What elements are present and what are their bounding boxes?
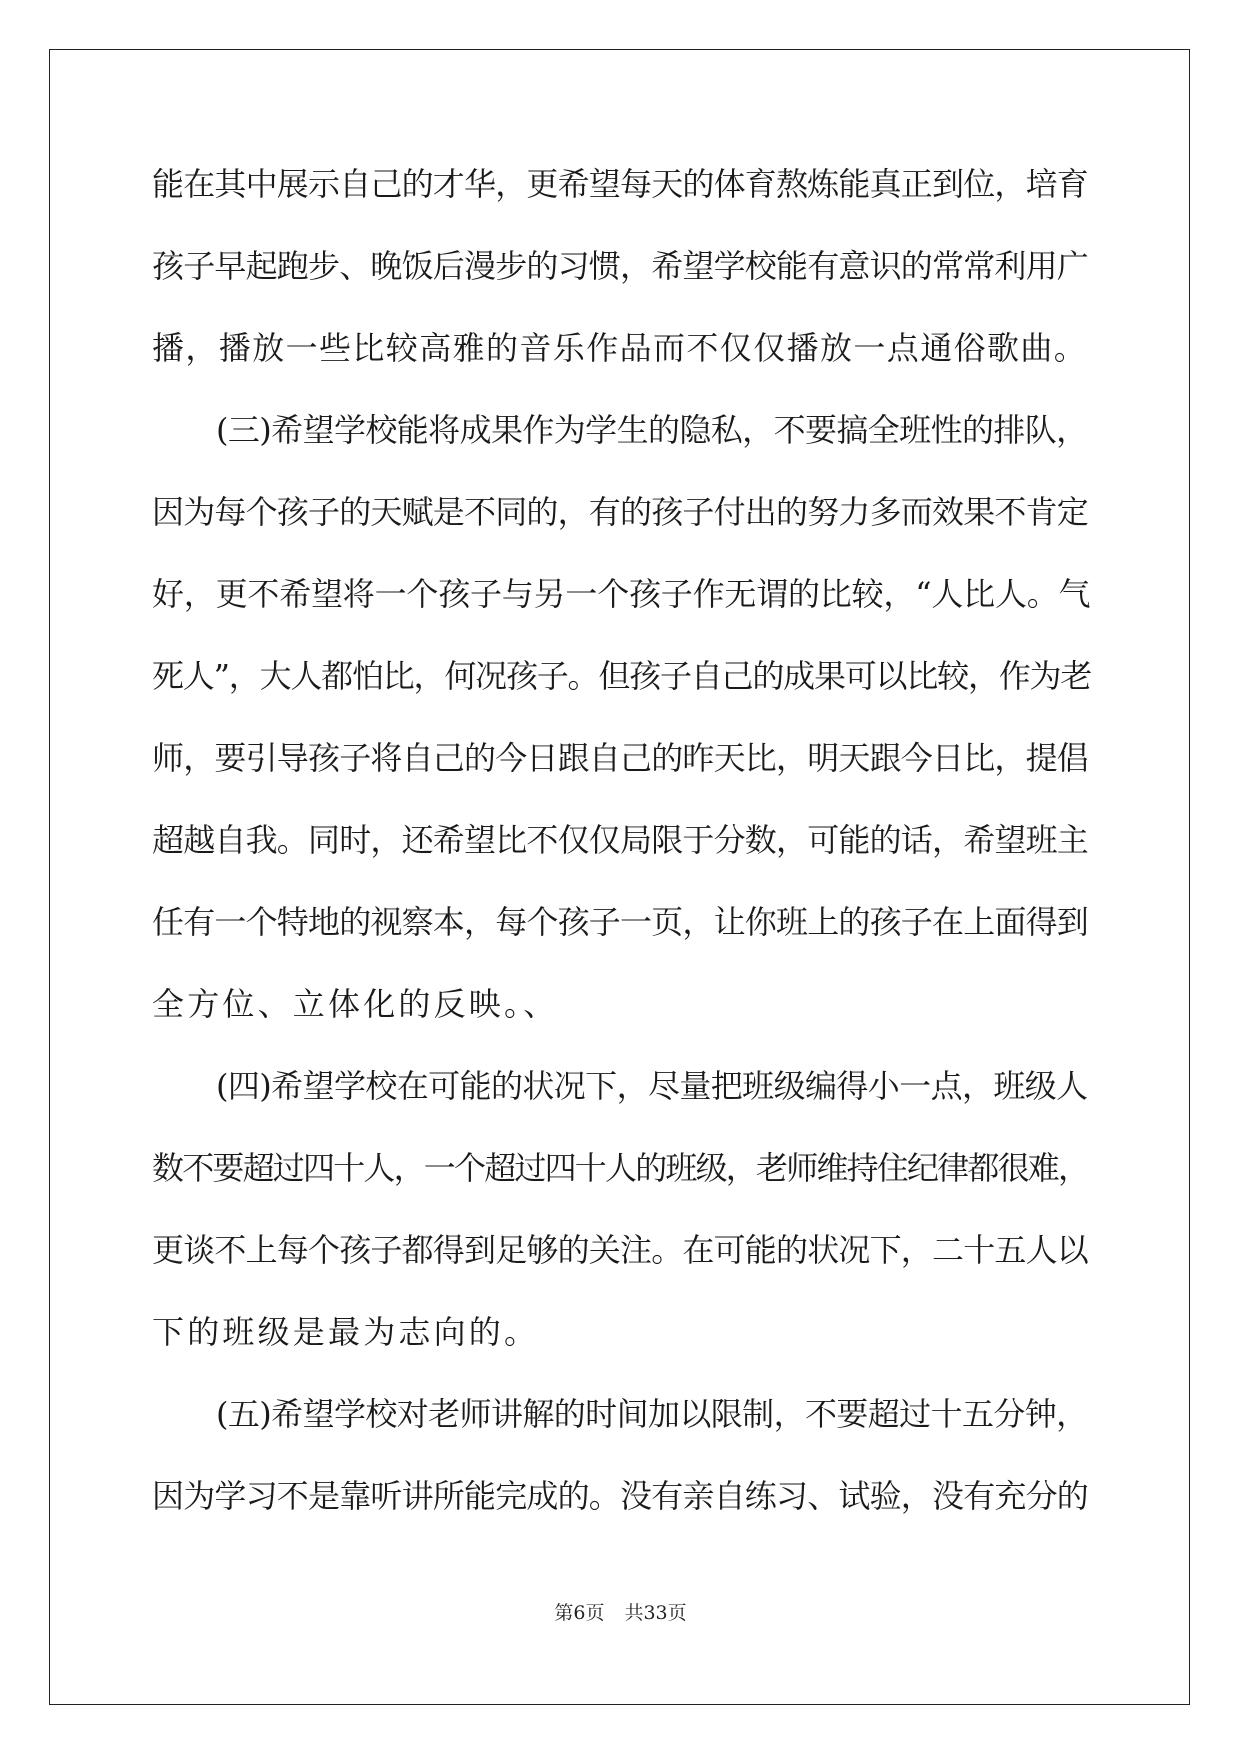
text-line: 因为学习不是靠听讲所能完成的。没有亲自练习、试验，没有充分的 — [152, 1477, 1089, 1515]
page-total: 共33页 — [624, 1602, 687, 1624]
text-line: 能在其中展示自己的才华，更希望每天的体育熬炼能真正到位，培育 — [152, 165, 1089, 203]
text-line: 师，要引导孩子将自己的今日跟自己的昨天比，明天跟今日比，提倡 — [152, 739, 1089, 777]
text-line: 播，播放一些比较高雅的音乐作品而不仅仅播放一点通俗歌曲。 — [152, 329, 1088, 367]
text-line: 更谈不上每个孩子都得到足够的关注。在可能的状况下，二十五人以 — [152, 1231, 1089, 1269]
text-line: 下的班级是最为志向的。 — [152, 1313, 540, 1351]
text-line: 全方位、立体化的反映。、 — [152, 985, 559, 1023]
paragraph-start-line: (三)希望学校能将成果作为学生的隐私，不要搞全班性的排队， — [216, 411, 1088, 449]
text-line: 超越自我。同时，还希望比不仅仅局限于分数，可能的话，希望班主 — [152, 821, 1089, 859]
document-body — [152, 164, 1092, 1558]
paragraph-start-line: (四)希望学校在可能的状况下，尽量把班级编得小一点，班级人 — [216, 1067, 1088, 1105]
text-line: 孩子早起跑步、晚饭后漫步的习惯，希望学校能有意识的常常利用广 — [152, 247, 1089, 285]
text-line: 好，更不希望将一个孩子与另一个孩子作无谓的比较，“人比人。气 — [152, 575, 1091, 613]
text-line: 任有一个特地的视察本，每个孩子一页，让你班上的孩子在上面得到 — [152, 903, 1089, 941]
text-line: 因为每个孩子的天赋是不同的，有的孩子付出的努力多而效果不肯定 — [152, 493, 1089, 531]
paragraph-start-line: (五)希望学校对老师讲解的时间加以限制，不要超过十五分钟， — [216, 1395, 1088, 1433]
page-number: 第6页 — [554, 1602, 605, 1624]
text-line: 数不要超过四十人，一个超过四十人的班级，老师维持住纪律都很难， — [152, 1149, 1089, 1187]
page-footer — [0, 1601, 1241, 1625]
text-line: 死人”，大人都怕比，何况孩子。但孩子自己的成果可以比较，作为老 — [152, 657, 1092, 695]
